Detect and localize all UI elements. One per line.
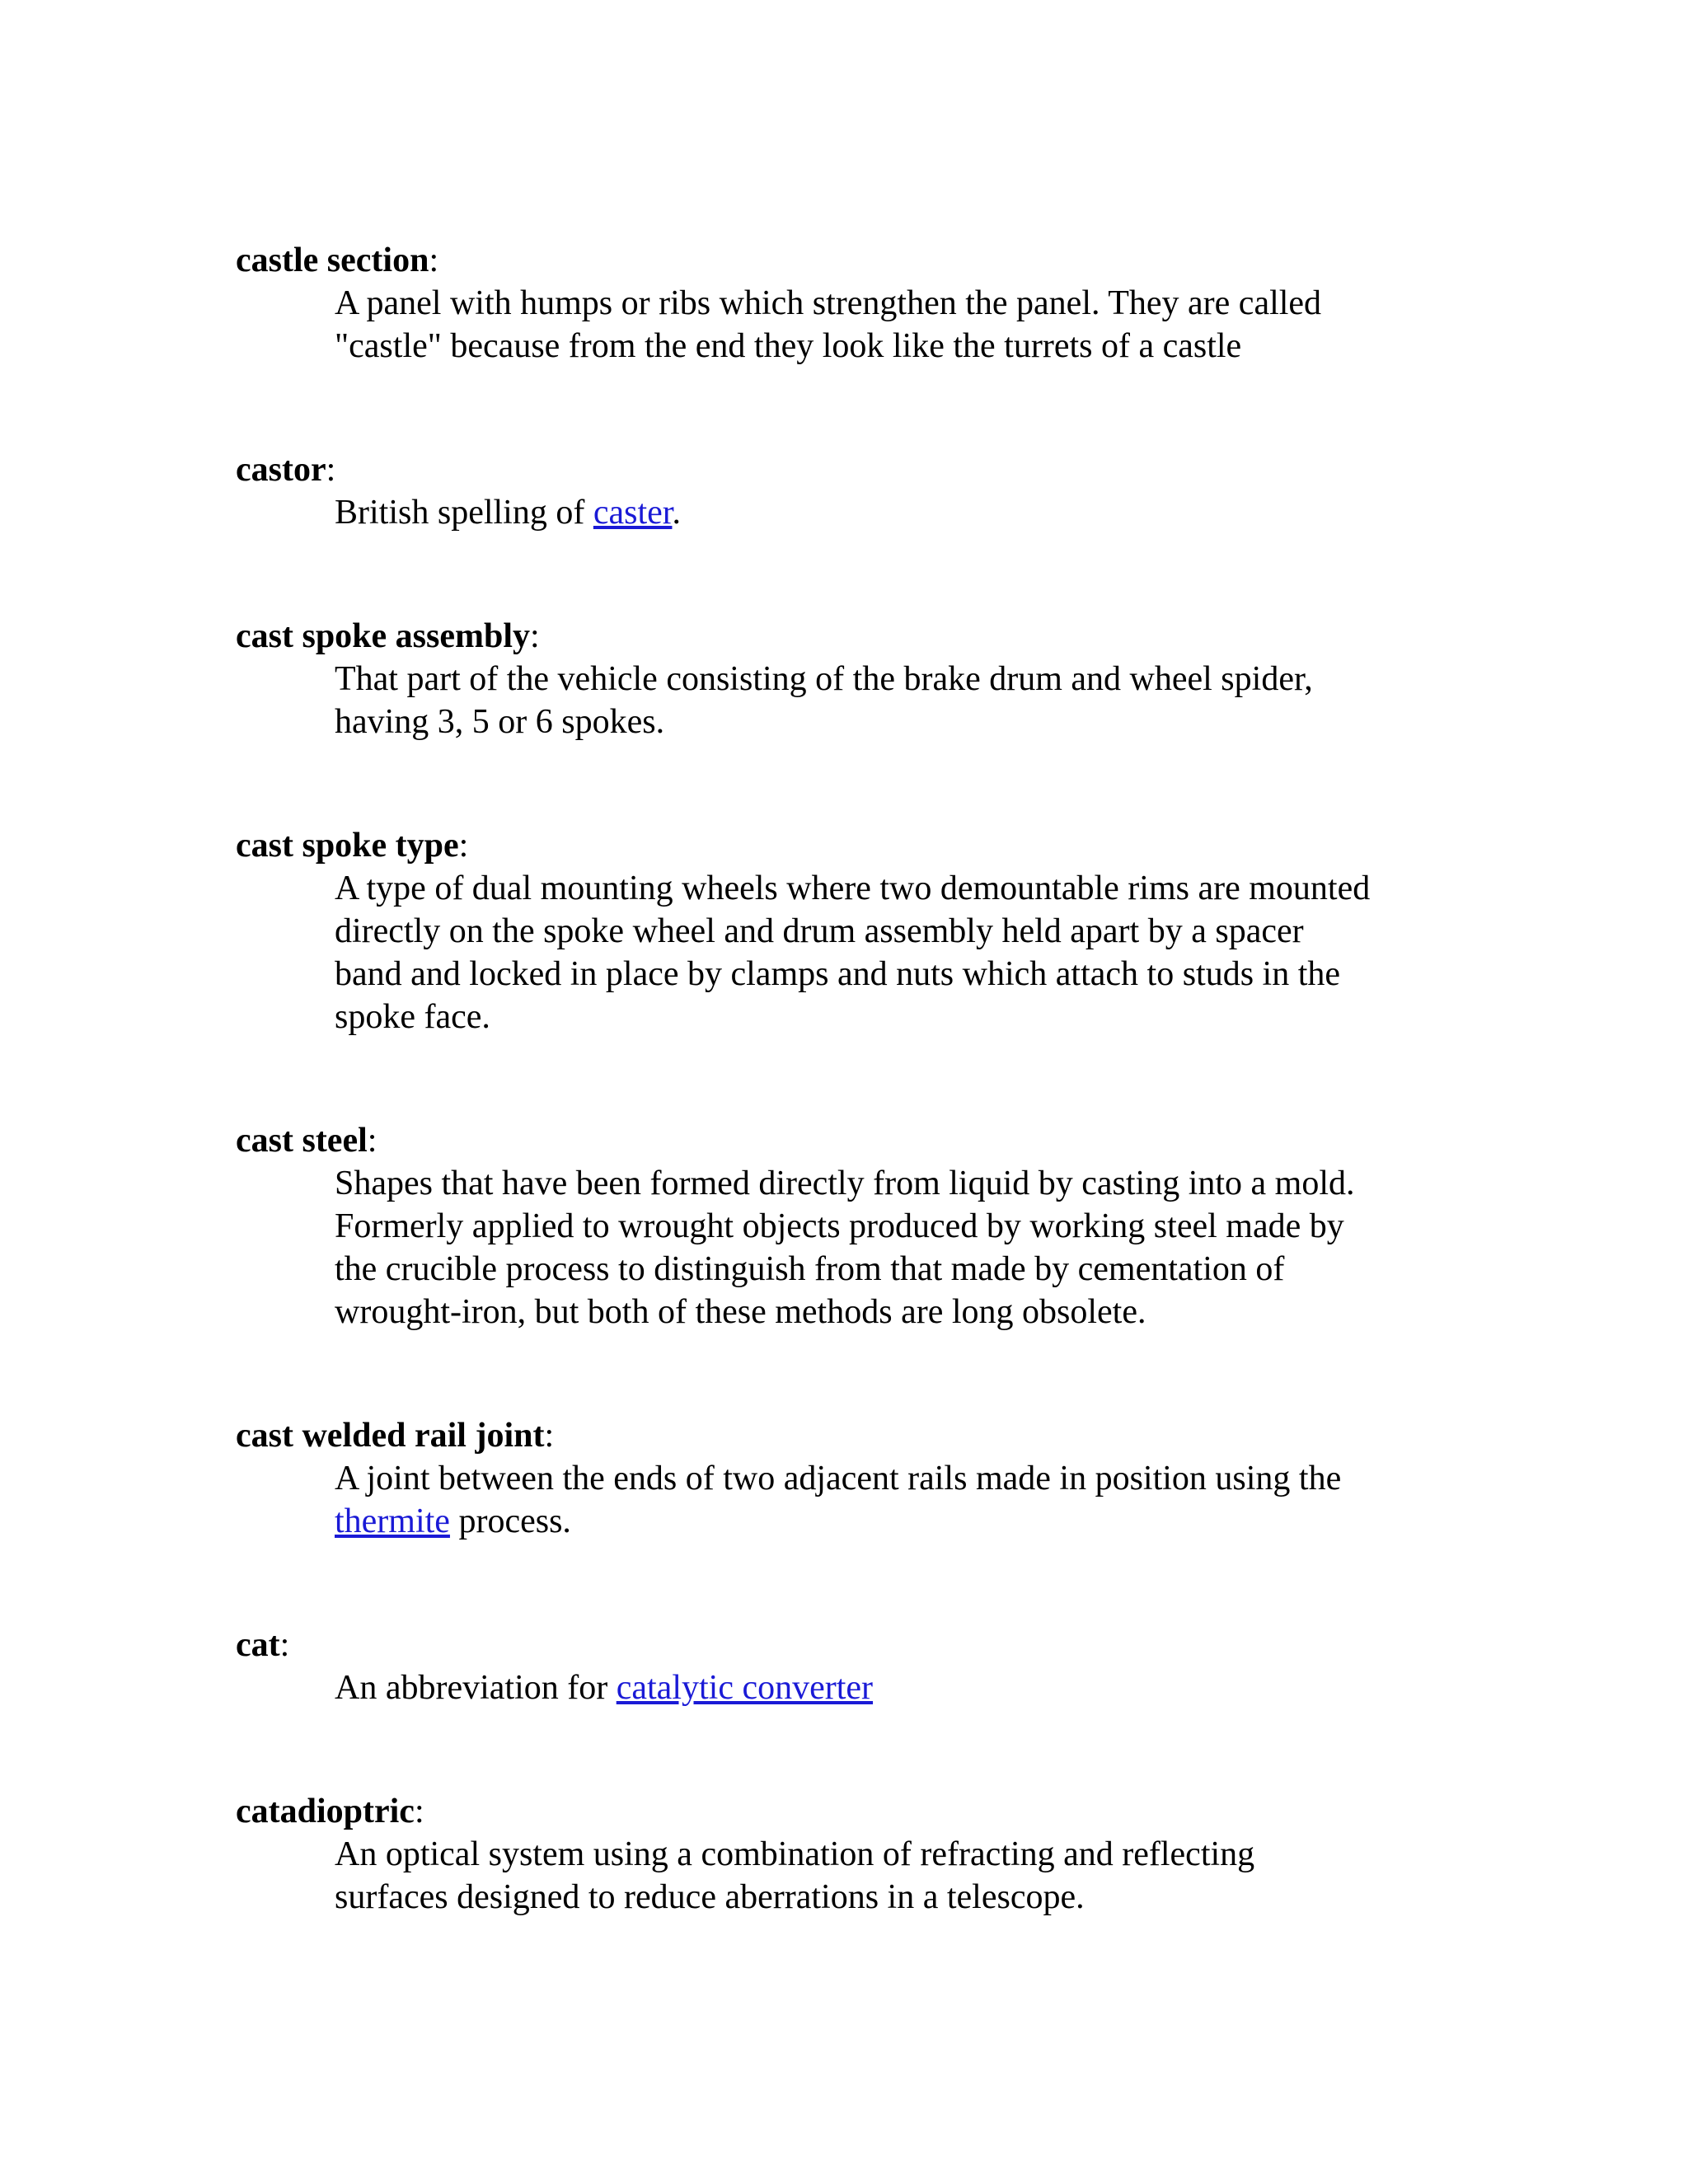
definition-line [335, 1291, 1497, 1333]
cross-reference-link[interactable]: catalytic converter [616, 1669, 874, 1707]
term-line [236, 824, 1497, 867]
definition-line [335, 1162, 1497, 1205]
term: catadioptric [236, 1793, 415, 1830]
definition-line [335, 658, 1497, 701]
definition-line [335, 910, 1497, 953]
definition-text: An optical system using a combination of refracting and reflecting [335, 1835, 1255, 1873]
term-separator: : [544, 1417, 555, 1455]
term-line [236, 1119, 1497, 1162]
definition-text: A joint between the ends of two adjacent rails made in position using the [335, 1460, 1342, 1497]
definition-line [335, 1500, 1497, 1543]
definition-text: having 3, 5 or 6 spokes. [335, 703, 665, 741]
term: cast welded rail joint [236, 1417, 545, 1455]
definition-line [335, 996, 1497, 1038]
definition-text: spoke face. [335, 998, 490, 1036]
glossary-entry-cast-spoke-type [236, 824, 1497, 1038]
definition-text: wrought-iron, but both of these methods are long obsolete. [335, 1293, 1146, 1331]
term-separator: : [429, 241, 439, 279]
term-line [236, 1790, 1497, 1833]
cross-reference-link[interactable]: thermite [335, 1502, 450, 1540]
definition-text: the crucible process to distinguish from that made by cementation of [335, 1250, 1285, 1288]
definition-text: British spelling of [335, 494, 593, 532]
term-line [236, 448, 1497, 491]
term-line [236, 1414, 1497, 1457]
term-line [236, 239, 1497, 282]
term: cast spoke type [236, 827, 459, 865]
glossary-entry-cast-welded-rail-joint [236, 1414, 1497, 1543]
definition-text: process. [449, 1502, 571, 1540]
term-separator: : [414, 1793, 424, 1830]
term-separator: : [530, 617, 540, 655]
definition-line [335, 953, 1497, 996]
term-separator: : [458, 827, 469, 865]
definition-line [335, 491, 1497, 534]
term: cast spoke assembly [236, 617, 531, 655]
term-separator: : [326, 451, 336, 489]
term: cat [236, 1626, 280, 1664]
term-separator: : [279, 1626, 290, 1664]
glossary-entry-castle-section [236, 239, 1497, 368]
glossary-entry-catadioptric [236, 1790, 1497, 1919]
definition-line [335, 1666, 1497, 1709]
definition-text: surfaces designed to reduce aberrations in a telescope. [335, 1878, 1085, 1916]
glossary-entry-cast-spoke-assembly [236, 615, 1497, 743]
definition-line [335, 701, 1497, 743]
term: cast steel [236, 1122, 368, 1160]
definition-text: directly on the spoke wheel and drum assembly held apart by a spacer [335, 912, 1304, 950]
definition-line [335, 1205, 1497, 1248]
definition-line [335, 1457, 1497, 1500]
definition-line [335, 1876, 1497, 1919]
term: castor [236, 451, 326, 489]
definition-line [335, 867, 1497, 910]
glossary-entry-castor [236, 448, 1497, 534]
definition-text: A type of dual mounting wheels where two demountable rims are mounted [335, 869, 1371, 907]
cross-reference-link[interactable]: caster [593, 494, 673, 532]
definition-text: Formerly applied to wrought objects produced by working steel made by [335, 1207, 1344, 1245]
definition-line [335, 1833, 1497, 1876]
definition-text: That part of the vehicle consisting of the brake drum and wheel spider, [335, 660, 1313, 698]
glossary-entry-cat [236, 1624, 1497, 1709]
definition-line [335, 1248, 1497, 1291]
term: castle section [236, 241, 429, 279]
glossary-entry-cast-steel [236, 1119, 1497, 1333]
definition-text: . [672, 494, 681, 532]
definition-text: "castle" because from the end they look like the turrets of a castle [335, 327, 1242, 365]
term-line [236, 1624, 1497, 1666]
term-line [236, 615, 1497, 658]
definition-text: An abbreviation for [335, 1669, 617, 1707]
definition-text: Shapes that have been formed directly from liquid by casting into a mold. [335, 1165, 1355, 1202]
definition-text: A panel with humps or ribs which strengthen the panel. They are called [335, 284, 1322, 322]
definition-text: band and locked in place by clamps and nuts which attach to studs in the [335, 955, 1341, 993]
term-separator: : [367, 1122, 377, 1160]
definition-line [335, 325, 1497, 368]
definition-line [335, 282, 1497, 325]
